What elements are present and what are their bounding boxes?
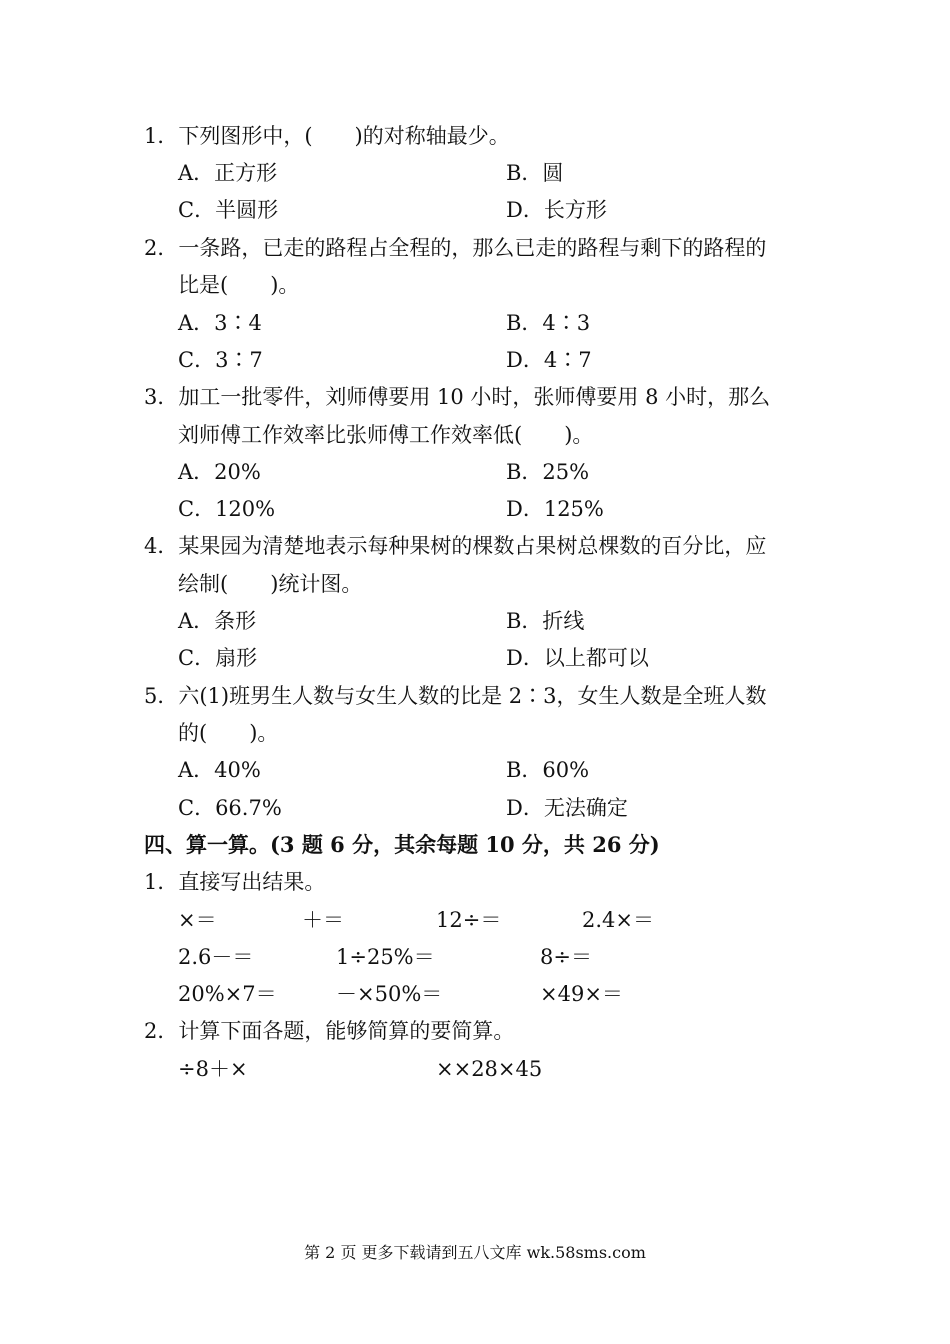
question-4-option-c: C．扇形 — [178, 646, 258, 670]
page-footer: 第 2 页 更多下载请到五八文库 wk.58sms.com — [304, 1243, 646, 1262]
calc-item: ××28×45 — [436, 1057, 543, 1081]
question-3-text-cont: 刘师傅工作效率比张师傅工作效率低( )。 — [178, 423, 594, 447]
section-4-heading: 四、算一算。(3 题 6 分，其余每题 10 分，共 26 分) — [144, 832, 660, 857]
calc-item: ÷8＋× — [178, 1057, 248, 1081]
calc-item: 2.6－＝ — [178, 945, 254, 969]
calc-item: ×49×＝ — [540, 982, 623, 1006]
calc-item: 2.4×＝ — [582, 908, 654, 932]
question-2-option-a: A．3∶4 — [178, 311, 262, 335]
calc-item: 8÷＝ — [540, 945, 592, 969]
question-2-option-c: C．3∶7 — [178, 348, 263, 372]
question-3-option-d: D．125% — [506, 497, 604, 521]
calc-item: ×＝ — [178, 908, 217, 932]
calc-item: 12÷＝ — [436, 908, 502, 932]
question-2-option-b: B．4∶3 — [506, 311, 591, 335]
question-1-text: 1．下列图形中，( )的对称轴最少。 — [144, 124, 510, 148]
calc-item: 1÷25%＝ — [336, 945, 435, 969]
calc-item: －×50%＝ — [336, 982, 443, 1006]
question-1-option-b: B．圆 — [506, 161, 564, 185]
question-4-option-b: B．折线 — [506, 609, 585, 633]
question-4-option-d: D．以上都可以 — [506, 646, 649, 670]
question-4-text: 4．某果园为清楚地表示每种果树的棵数占果树总棵数的百分比，应 — [144, 534, 767, 558]
question-3-text: 3．加工一批零件，刘师傅要用 10 小时，张师傅要用 8 小时，那么 — [144, 385, 771, 409]
question-5-text-cont: 的( )。 — [178, 721, 279, 745]
question-5-option-b: B．60% — [506, 758, 590, 782]
question-5-text: 5．六(1)班男生人数与女生人数的比是 2∶3，女生人数是全班人数 — [144, 684, 767, 708]
question-2-text: 2．一条路，已走的路程占全程的，那么已走的路程与剩下的路程的 — [144, 236, 767, 260]
question-4-option-a: A．条形 — [178, 609, 257, 633]
section-4-q1-title: 1．直接写出结果。 — [144, 870, 326, 894]
section-4-q2-title: 2．计算下面各题，能够简算的要简算。 — [144, 1019, 515, 1043]
question-1-option-a: A．正方形 — [178, 161, 278, 185]
question-3-option-a: A．20% — [178, 460, 261, 484]
question-2-text-cont: 比是( )。 — [178, 273, 300, 297]
calc-item: 20%×7＝ — [178, 982, 277, 1006]
calc-item: ＋＝ — [302, 908, 344, 932]
question-1-option-d: D．长方形 — [506, 198, 607, 222]
question-3-option-b: B．25% — [506, 460, 590, 484]
question-5-option-a: A．40% — [178, 758, 261, 782]
question-1-option-c: C．半圆形 — [178, 198, 279, 222]
question-4-text-cont: 绘制( )统计图。 — [178, 572, 363, 596]
question-3-option-c: C．120% — [178, 497, 276, 521]
question-5-option-c: C．66.7% — [178, 796, 282, 820]
question-5-option-d: D．无法确定 — [506, 796, 628, 820]
question-2-option-d: D．4∶7 — [506, 348, 592, 372]
